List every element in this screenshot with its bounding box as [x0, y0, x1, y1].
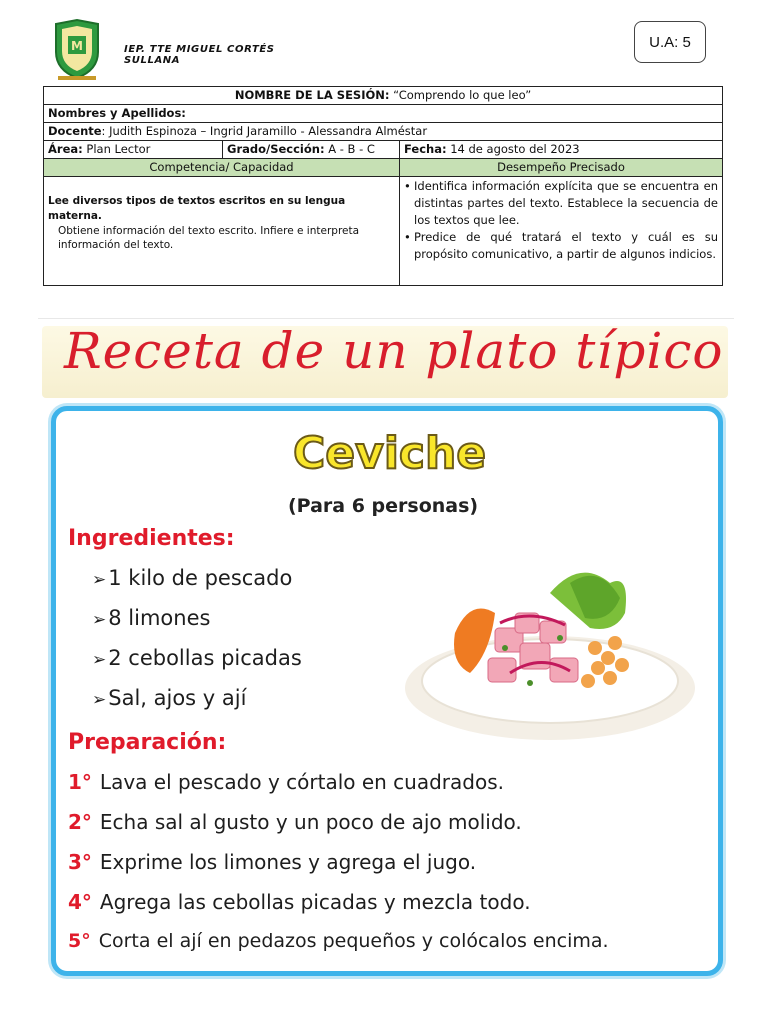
area-label: Área: — [48, 142, 83, 156]
ingredient-item — [92, 606, 210, 630]
arrow-bullet-icon: ➢ — [92, 690, 107, 710]
area-value: Plan Lector — [82, 142, 151, 156]
date-value: 14 de agosto del 2023 — [446, 142, 580, 156]
school-name — [124, 44, 275, 66]
performance-header: Desempeño Precisado — [400, 159, 723, 177]
preparation-step — [68, 850, 476, 874]
step-text: Corta el ají en pedazos pequeños y colócalos encima. — [98, 930, 609, 952]
date-label: Fecha: — [404, 142, 447, 156]
arrow-bullet-icon: ➢ — [92, 570, 107, 590]
svg-text:M: M — [71, 39, 83, 53]
session-name-row — [44, 87, 723, 105]
ingredients-heading: Ingredientes: — [68, 526, 235, 551]
competency-header-row — [44, 159, 723, 177]
session-name-value: “Comprendo lo que leo” — [393, 88, 532, 102]
step-number: 5° — [68, 930, 91, 952]
teacher-value: : Judith Espinoza – Ingrid Jaramillo - Alessandra Alméstar — [101, 124, 428, 138]
performance-item: • Predice de qué tratará el texto y cuál es su propósito comunicativo, a partir de algunos indicios. — [404, 229, 718, 263]
ingredient-item — [92, 566, 292, 590]
school-crest-logo — [50, 18, 104, 82]
divider — [38, 318, 734, 319]
performance-list — [404, 178, 718, 263]
ingredient-text: 1 kilo de pescado — [108, 566, 293, 590]
arrow-bullet-icon: ➢ — [92, 650, 107, 670]
preparation-step — [68, 930, 609, 952]
preparation-step — [68, 770, 504, 794]
preparation-heading: Preparación: — [68, 730, 227, 755]
ingredient-item — [92, 686, 246, 710]
unit-badge: U.A: 5 — [634, 21, 706, 63]
step-number: 1° — [68, 770, 92, 794]
teacher-row — [44, 123, 723, 141]
recipe-name: Ceviche — [293, 428, 487, 479]
step-text: Exprime los limones y agrega el jugo. — [99, 850, 477, 874]
school-name-line2: SULLANA — [124, 55, 181, 66]
ingredient-text: 2 cebollas picadas — [108, 646, 302, 670]
school-name-line1: IEP. TTE MIGUEL CORTÉS — [124, 44, 275, 55]
step-text: Echa sal al gusto y un poco de ajo molido. — [99, 810, 522, 834]
ingredient-text: Sal, ajos y ají — [108, 686, 247, 710]
recipe-servings: (Para 6 personas) — [288, 495, 479, 517]
ingredient-item — [92, 646, 302, 670]
preparation-step — [68, 810, 522, 834]
recipe-banner-title: Receta de un plato típico — [64, 322, 724, 380]
session-name-label: NOMBRE DE LA SESIÓN: — [234, 88, 390, 102]
grade-value: A - B - C — [324, 142, 375, 156]
step-text: Agrega las cebollas picadas y mezcla todo. — [99, 890, 531, 914]
preparation-step — [68, 890, 531, 914]
ceviche-dish-illustration — [400, 553, 700, 748]
grade-label: Grado/Sección: — [227, 142, 325, 156]
competency-header: Competencia/ Capacidad — [44, 159, 400, 177]
area-grade-date-row — [44, 141, 723, 159]
arrow-bullet-icon: ➢ — [92, 610, 107, 630]
step-text: Lava el pescado y córtalo en cuadrados. — [99, 770, 504, 794]
step-number: 3° — [68, 850, 92, 874]
session-table — [43, 86, 723, 286]
teacher-label: Docente — [48, 124, 102, 138]
performance-item: • Identifica información explícita que se encuentra en distintas partes del texto. Establece la secuencia de los textos que lee. — [404, 178, 718, 229]
names-row — [44, 105, 723, 123]
ingredient-text: 8 limones — [108, 606, 211, 630]
step-number: 2° — [68, 810, 92, 834]
step-number: 4° — [68, 890, 92, 914]
competency-row — [44, 177, 723, 286]
names-label: Nombres y Apellidos: — [48, 106, 186, 120]
competency-detail: Obtiene información del texto escrito. Infiere e interpreta información del texto. — [58, 225, 360, 251]
competency-title: Lee diversos tipos de textos escritos en su lengua materna. — [48, 195, 346, 222]
